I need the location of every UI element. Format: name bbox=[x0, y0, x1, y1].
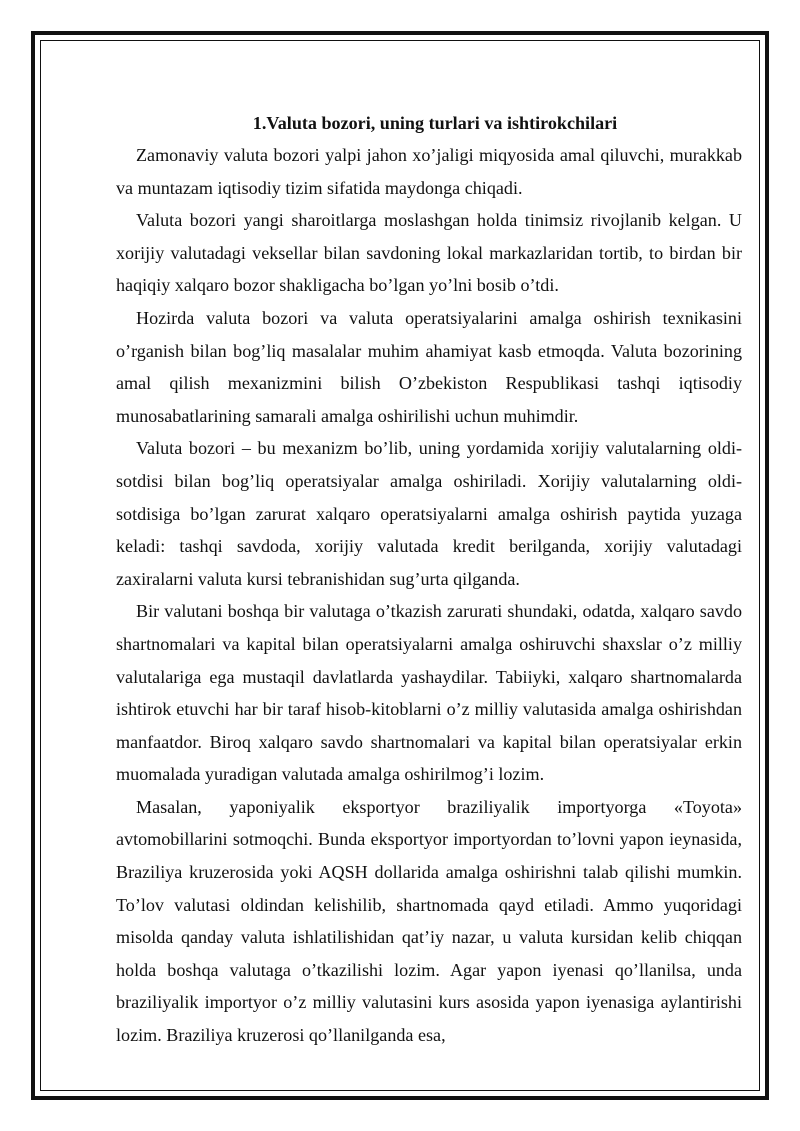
paragraph-4: Valuta bozori – bu mexanizm bo’lib, uning yordamida xorijiy valutalarning oldi-sotdisi bilan bog’liq operatsiyalar amalga oshiriladi. Xorijiy valutalarning oldi-sotdisiga bo’lgan zarurat xalqaro operatsiyalarni amalga oshirish paytida yuzaga keladi: tashqi savdoda, xorijiy valutada kredit berilganda, xorijiy valutadagi zaxiralarni valuta kursi tebranishidan sug’urta qilganda. bbox=[116, 438, 742, 589]
section-title: 1.Valuta bozori, uning turlari va ishtirokchilari bbox=[252, 113, 618, 133]
paragraph-1: Zamonaviy valuta bozori yalpi jahon xo’jaligi miqyosida amal qiluvchi, murakkab va muntazam iqtisodiy tizim sifatida maydonga chiqadi. bbox=[116, 145, 742, 198]
paragraph-6: Masalan, yaponiyalik eksportyor braziliyalik importyorga «Toyota» avtomobillarini sotmoqchi. Bunda eksportyor importyordan to’lovni yapon ieynasida, Braziliya kruzerosida yoki AQSH dollarida amalga oshirishni talab qilishi mumkin. To’lov valutasi oldindan kelishilib, shartnomada qayd etiladi. Ammo yuqoridagi misolda qanday valuta ishlatilishidan qat’iy nazar, u valuta kursidan kelib chiqqan holda boshqa valutaga o’tkazilishi lozim. Agar yapon iyenasi qo’llanilsa, unda braziliyalik importyor o’z milliy valutasini kurs asosida yapon iyenasiga aylantirishi lozim. Braziliya kruzerosi qo’llanilganda esa, bbox=[116, 796, 742, 1046]
paragraph-5: Bir valutani boshqa bir valutaga o’tkazish zarurati shundaki, odatda, xalqaro savdo shartnomalari va kapital bilan operatsiyalarni amalga oshiruvchi shaxslar o’z milliy valutalariga ega mustaqil davlatlarda yashaydilar. Tabiiyki, xalqaro shartnomalarda ishtirok etuvchi har bir taraf hisob-kitoblarni o’z milliy valutasida amalga oshirishdan manfaatdor. Biroq xalqaro savdo shartnomalari va kapital bilan operatsiyalar erkin muomalada yuradigan valutada amalga oshirilmog’i lozim. bbox=[116, 601, 742, 785]
document-body bbox=[116, 107, 742, 1052]
paragraph-2: Valuta bozori yangi sharoitlarga moslashgan holda tinimsiz rivojlanib kelgan. U xorijiy valutadagi veksellar bilan savdoning lokal markazlaridan tortib, to birdan bir haqiqiy xalqaro bozor shakligacha bo’lgan yo’lni bosib o’tdi. bbox=[116, 210, 742, 296]
paragraph-3: Hozirda valuta bozori va valuta operatsiyalarini amalga oshirish texnikasini o’rganish bilan bog’liq masalalar muhim ahamiyat kasb etmoqda. Valuta bozorining amal qilish mexanizmini bilish O’zbekiston Respublikasi tashqi iqtisodiy munosabatlarining samarali amalga oshirilishi uchun muhimdir. bbox=[116, 307, 742, 426]
